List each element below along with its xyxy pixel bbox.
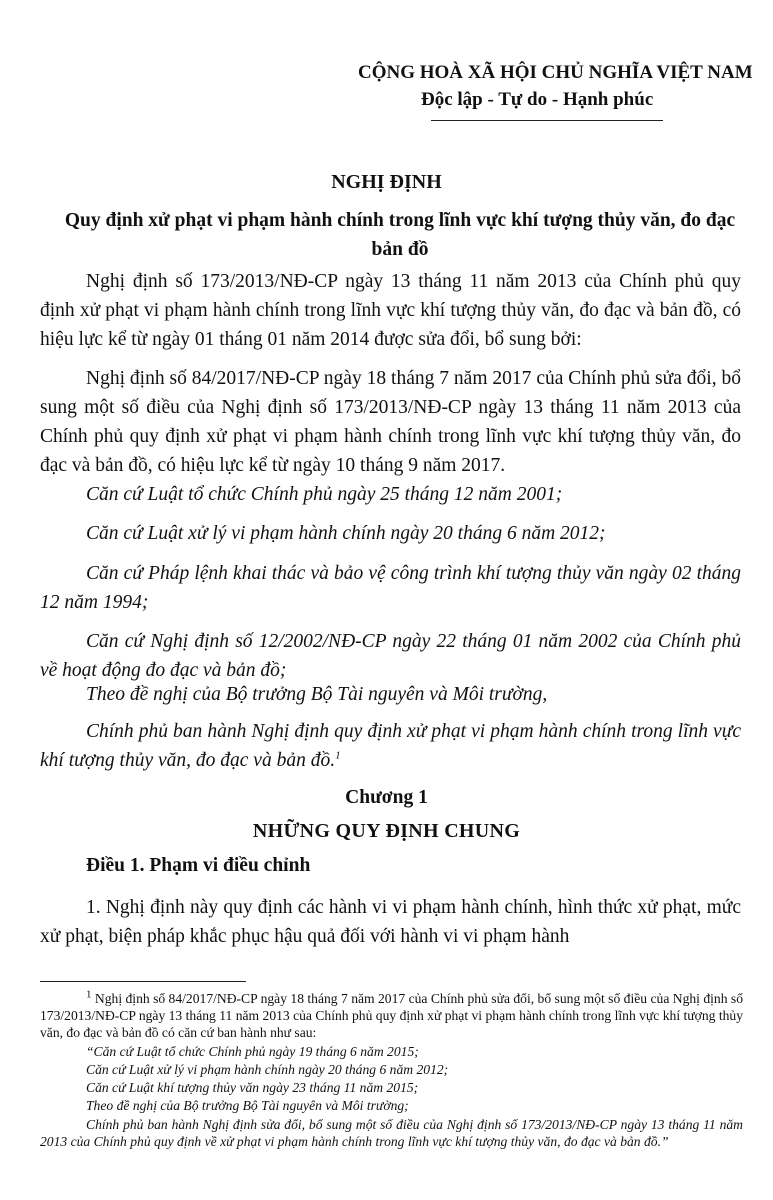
footnote-reference[interactable]: 1	[335, 749, 341, 762]
footnote-divider	[40, 981, 246, 982]
decree-issuance-text: Chính phủ ban hành Nghị định quy định xử phạt vi phạm hành chính trong lĩnh vực khí tượng thủy văn, đo đạc và bản đồ.	[40, 721, 741, 771]
basis-line-2: Căn cứ Luật xử lý vi phạm hành chính ngày 20 tháng 6 năm 2012;	[86, 523, 606, 544]
article-1-clause-1: 1. Nghị định này quy định các hành vi vi phạm hành chính, hình thức xử phạt, mức xử phạt, biện pháp khắc phục hậu quả đối với hành vi vi phạm hành	[40, 897, 741, 947]
national-title: CỘNG HOÀ XÃ HỘI CHỦ NGHĨA VIỆT NAM	[358, 62, 753, 83]
footnote-item-3: Căn cứ Luật khí tượng thủy văn ngày 23 tháng 11 năm 2015;	[86, 1080, 419, 1095]
footnote-item-1: “Căn cứ Luật tổ chức Chính phủ ngày 19 tháng 6 năm 2015;	[86, 1044, 419, 1059]
intro-paragraph-2: Nghị định số 84/2017/NĐ-CP ngày 18 tháng 7 năm 2017 của Chính phủ sửa đổi, bổ sung một số điều của Nghị định số 173/2013/NĐ-CP ngày 13 tháng 11 năm 2013 của Chính phủ quy định xử phạt vi phạm hành chính trong lĩnh vực khí tượng thủy văn, đo đạc và bản đồ, có hiệu lực kể từ ngày 10 tháng 9 năm 2017.	[40, 368, 741, 476]
basis-line-5: Theo đề nghị của Bộ trưởng Bộ Tài nguyên và Môi trường,	[86, 684, 548, 705]
footnote-closing: Chính phủ ban hành Nghị định sửa đổi, bổ sung một số điều của Nghị định số 173/2013/NĐ-CP ngày 13 tháng 11 năm 2013 của Chính phủ quy định về xử phạt vi phạm hành chính trong lĩnh vực khí tượng thủy văn, đo đạc và bản đồ.”	[40, 1117, 743, 1149]
motto-underline	[431, 120, 663, 121]
national-motto: Độc lập - Tự do - Hạnh phúc	[421, 89, 654, 110]
footnote-item-4: Theo đề nghị của Bộ trưởng Bộ Tài nguyên và Môi trường;	[86, 1098, 409, 1113]
footnote-mark: 1	[86, 988, 92, 1001]
document-subtitle: Quy định xử phạt vi phạm hành chính trong lĩnh vực khí tượng thủy văn, đo đạc bản đồ	[64, 210, 736, 260]
intro-paragraph-1: Nghị định số 173/2013/NĐ-CP ngày 13 tháng 11 năm 2013 của Chính phủ quy định xử phạt vi phạm hành chính trong lĩnh vực khí tượng thủy văn, đo đạc và bản đồ, có hiệu lực kể từ ngày 01 tháng 01 năm 2014 được sửa đổi, bổ sung bởi:	[40, 271, 741, 350]
basis-line-3: Căn cứ Pháp lệnh khai thác và bảo vệ công trình khí tượng thủy văn ngày 02 tháng 12 năm 1994;	[40, 563, 741, 613]
footnote-body: Nghị định số 84/2017/NĐ-CP ngày 18 tháng 7 năm 2017 của Chính phủ sửa đổi, bổ sung một số điều của Nghị định số 173/2013/NĐ-CP ngày 13 tháng 11 năm 2013 của Chính phủ quy định xử phạt vi phạm hành chính trong lĩnh vực khí tượng thủy văn, đo đạc và bản đồ có căn cứ ban hành như sau:	[40, 991, 743, 1040]
footnote-item-2: Căn cứ Luật xử lý vi phạm hành chính ngày 20 tháng 6 năm 2012;	[86, 1062, 449, 1077]
decree-issuance-line	[40, 717, 741, 775]
footnote-text	[40, 990, 743, 1041]
basis-line-4: Căn cứ Nghị định số 12/2002/NĐ-CP ngày 22 tháng 01 năm 2002 của Chính phủ về hoạt động đo đạc và bản đồ;	[40, 631, 741, 681]
document-title: NGHỊ ĐỊNH	[331, 171, 442, 193]
chapter-number: Chương 1	[345, 787, 428, 808]
basis-line-1: Căn cứ Luật tổ chức Chính phủ ngày 25 tháng 12 năm 2001;	[86, 484, 563, 505]
article-1-heading: Điều 1. Phạm vi điều chỉnh	[86, 855, 311, 876]
chapter-title: NHỮNG QUY ĐỊNH CHUNG	[252, 820, 521, 842]
